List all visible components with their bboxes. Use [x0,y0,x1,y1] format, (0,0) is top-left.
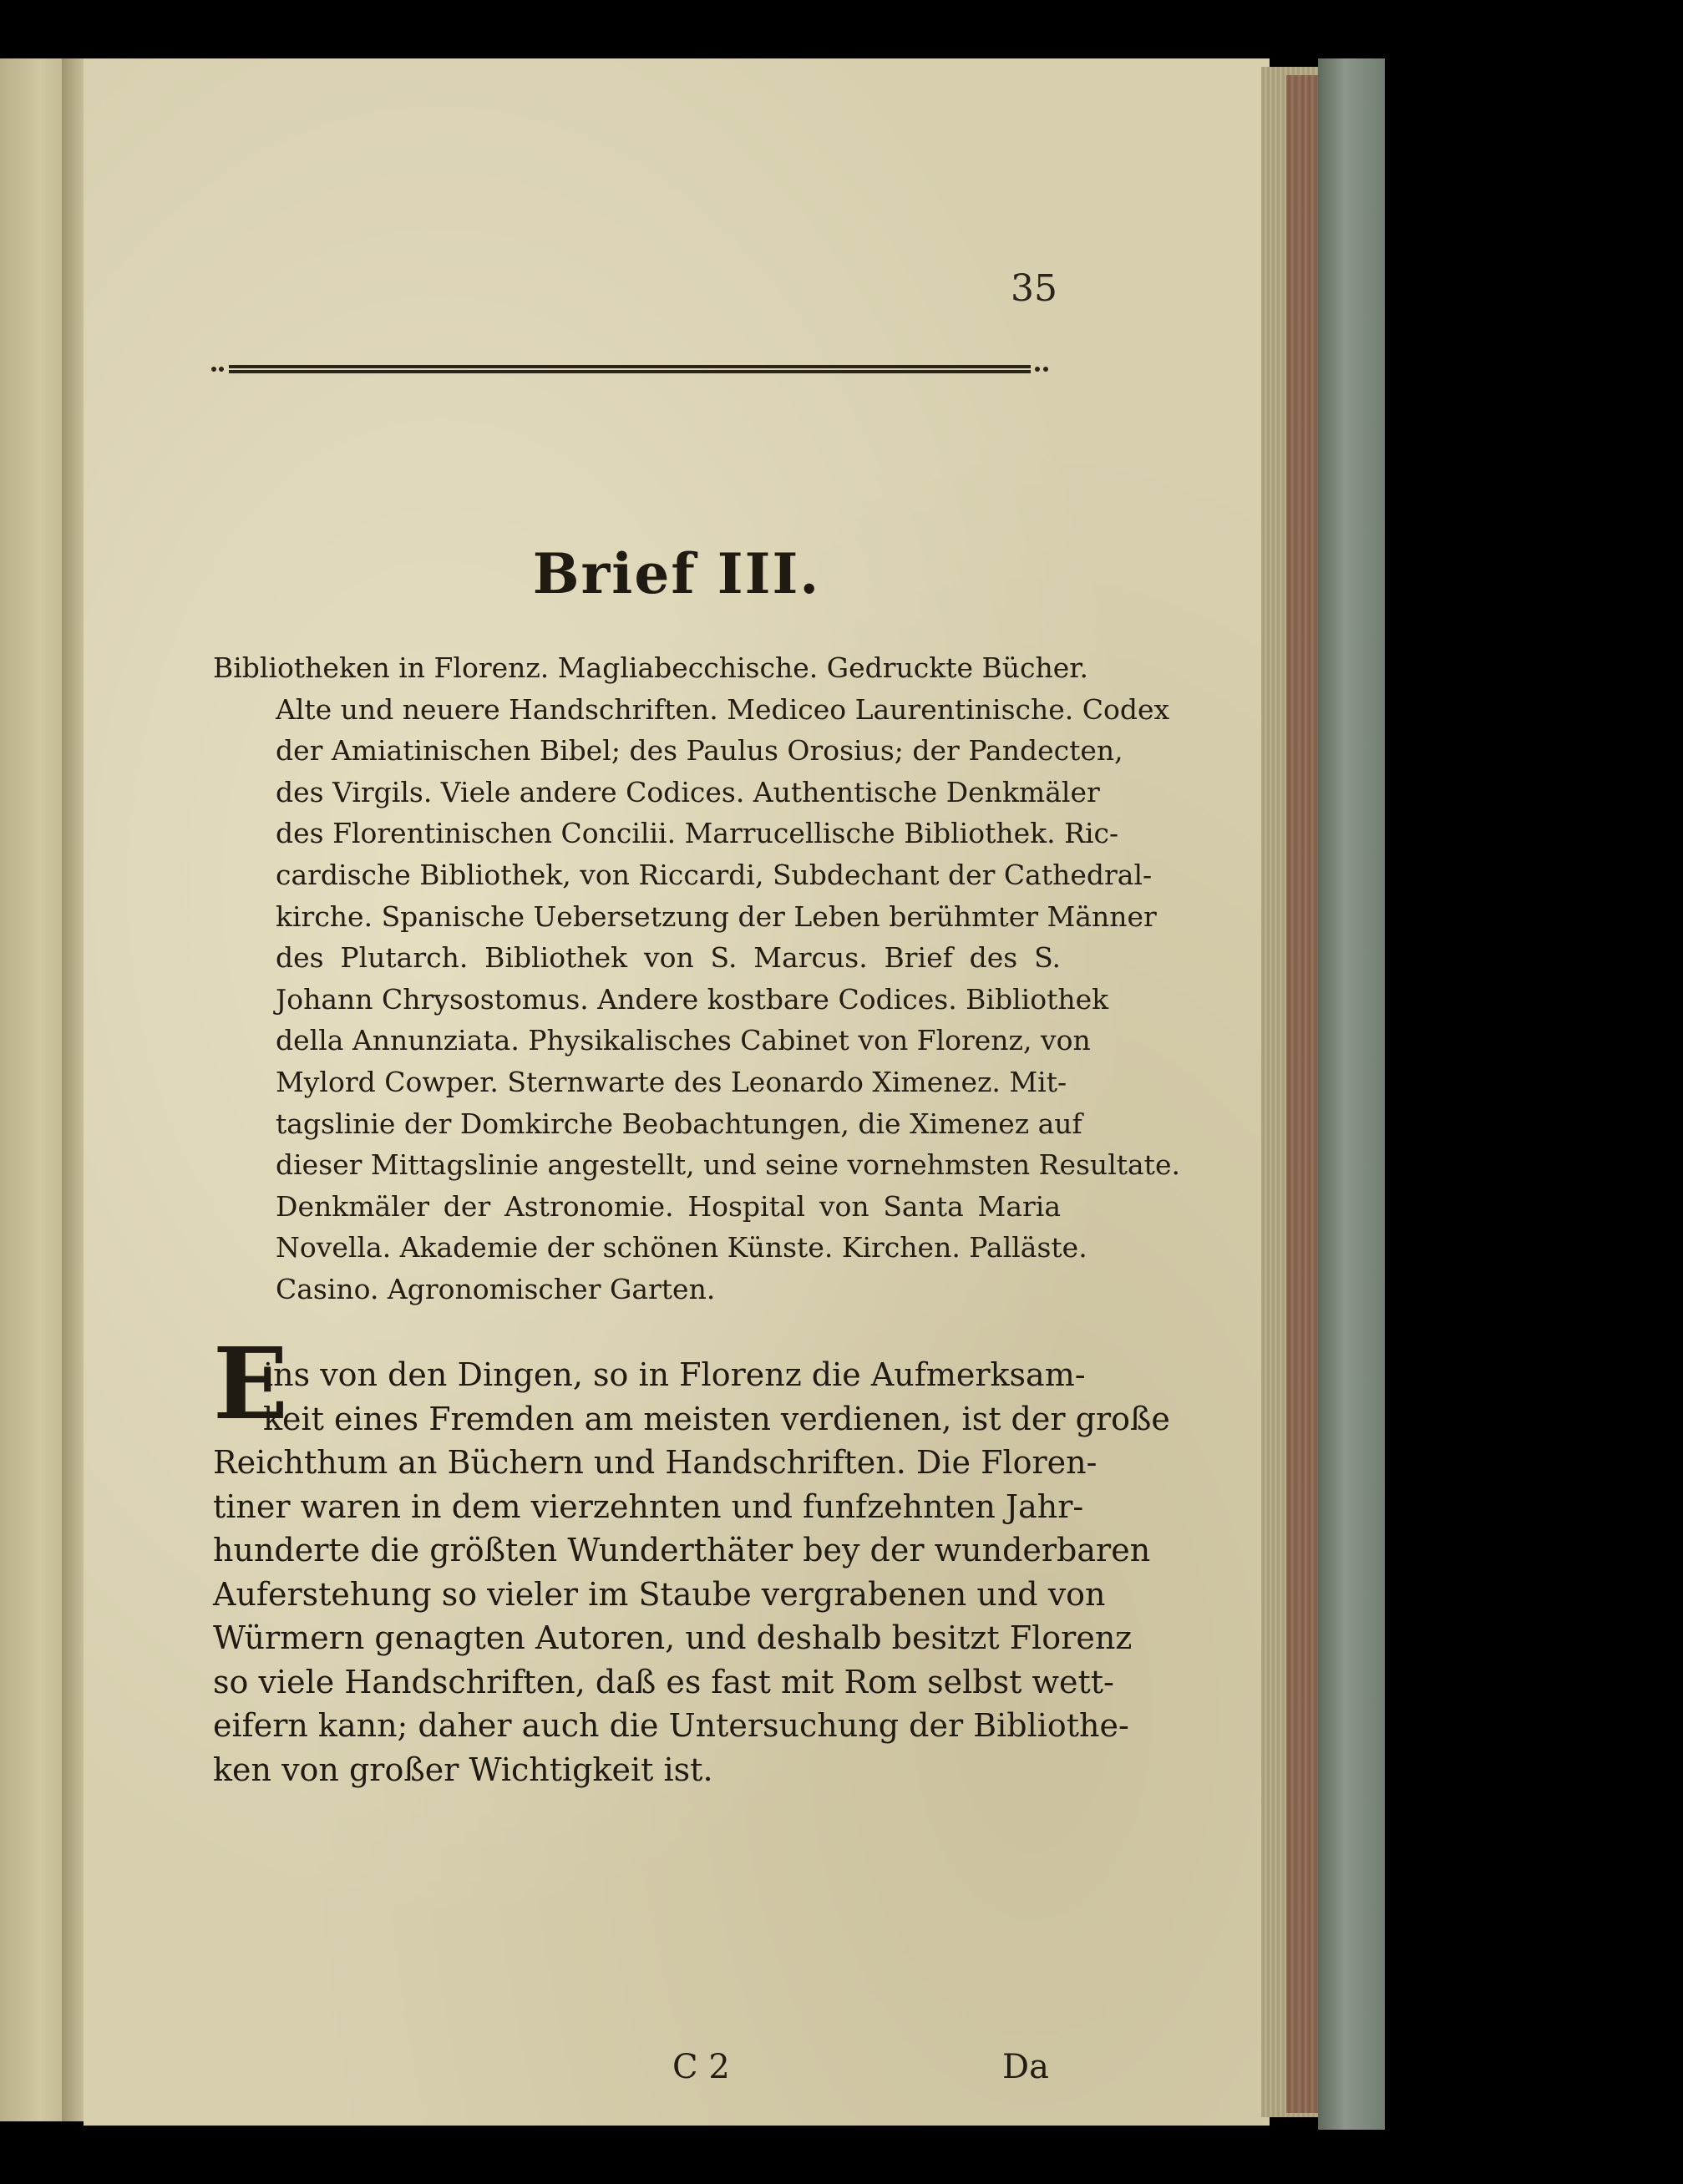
body-line: ken von großer Wichtigkeit ist. [213,1751,713,1788]
facing-page-edge [0,58,67,2121]
ornamental-rule [209,361,1052,378]
summary-line: cardische Bibliothek, von Riccardi, Subdechant der Cathedral- [276,858,1153,891]
letter-heading: Brief III. [532,541,821,606]
chapter-summary [213,647,1180,1310]
body-line: tiner waren in dem vierzehnten und funfzehnten Jahr- [213,1487,1084,1525]
summary-line: Denkmäler der Astronomie. Hospital von Santa Maria [276,1189,1061,1223]
body-line: Auferstehung so vieler im Staube vergrabenen und von [213,1575,1106,1613]
summary-line: tagslinie der Domkirche Beobachtungen, die Ximenez auf [276,1107,1082,1140]
body-line: Reichthum an Büchern und Handschriften. Die Floren- [213,1444,1097,1481]
summary-line: Bibliotheken in Florenz. Magliabecchische. Gedruckte Bücher. [213,651,1088,684]
body-line: hunderte die größten Wunderthäter bey der wunderbaren [213,1532,1151,1568]
red-edge-stain [1286,75,1320,2113]
body-line: so viele Handschriften, daß es fast mit Rom selbst wett- [213,1663,1114,1700]
summary-line: dieser Mittagslinie angestellt, und seine vornehmsten Resultate. [276,1148,1180,1182]
book-cover-board [1318,58,1385,2130]
summary-line: der Amiatinischen Bibel; des Paulus Orosius; der Pandecten, [276,734,1123,768]
body-line: keit eines Fremden am meisten verdienen, ist der große [263,1400,1170,1437]
body-line: eifern kann; daher auch die Untersuchung der Bibliothe- [213,1707,1129,1744]
catchword: Da [1002,2048,1049,2086]
page-number: 35 [1011,267,1057,310]
drop-cap-initial: E [213,1325,288,1442]
body-paragraph [213,1353,1170,1791]
body-line: Würmern genagten Autoren, und deshalb besitzt Florenz [213,1619,1133,1656]
signature-mark: C 2 [672,2048,730,2086]
summary-line: Mylord Cowper. Sternwarte des Leonardo Ximenez. Mit- [276,1065,1067,1098]
summary-line: Casino. Agronomischer Garten. [276,1272,716,1305]
summary-line: Alte und neuere Handschriften. Mediceo Laurentinische. Codex [276,692,1170,726]
body-line: ins von den Dingen, so in Florenz die Aufmerksam- [263,1356,1086,1393]
summary-line: kirche. Spanische Uebersetzung der Leben berühmter Männer [276,899,1157,933]
summary-line: des Virgils. Viele andere Codices. Authentische Denkmäler [276,775,1100,808]
summary-line: des Plutarch. Bibliothek von S. Marcus. Brief des S. [276,941,1061,975]
summary-line: della Annunziata. Physikalisches Cabinet von Florenz, von [276,1024,1091,1057]
summary-line: Novella. Akademie der schönen Künste. Kirchen. Palläste. [276,1231,1087,1264]
book-gutter [62,58,85,2121]
summary-line: Johann Chrysostomus. Andere kostbare Codices. Bibliothek [276,982,1109,1016]
summary-line: des Florentinischen Concilii. Marrucellische Bibliothek. Ric- [276,817,1119,850]
